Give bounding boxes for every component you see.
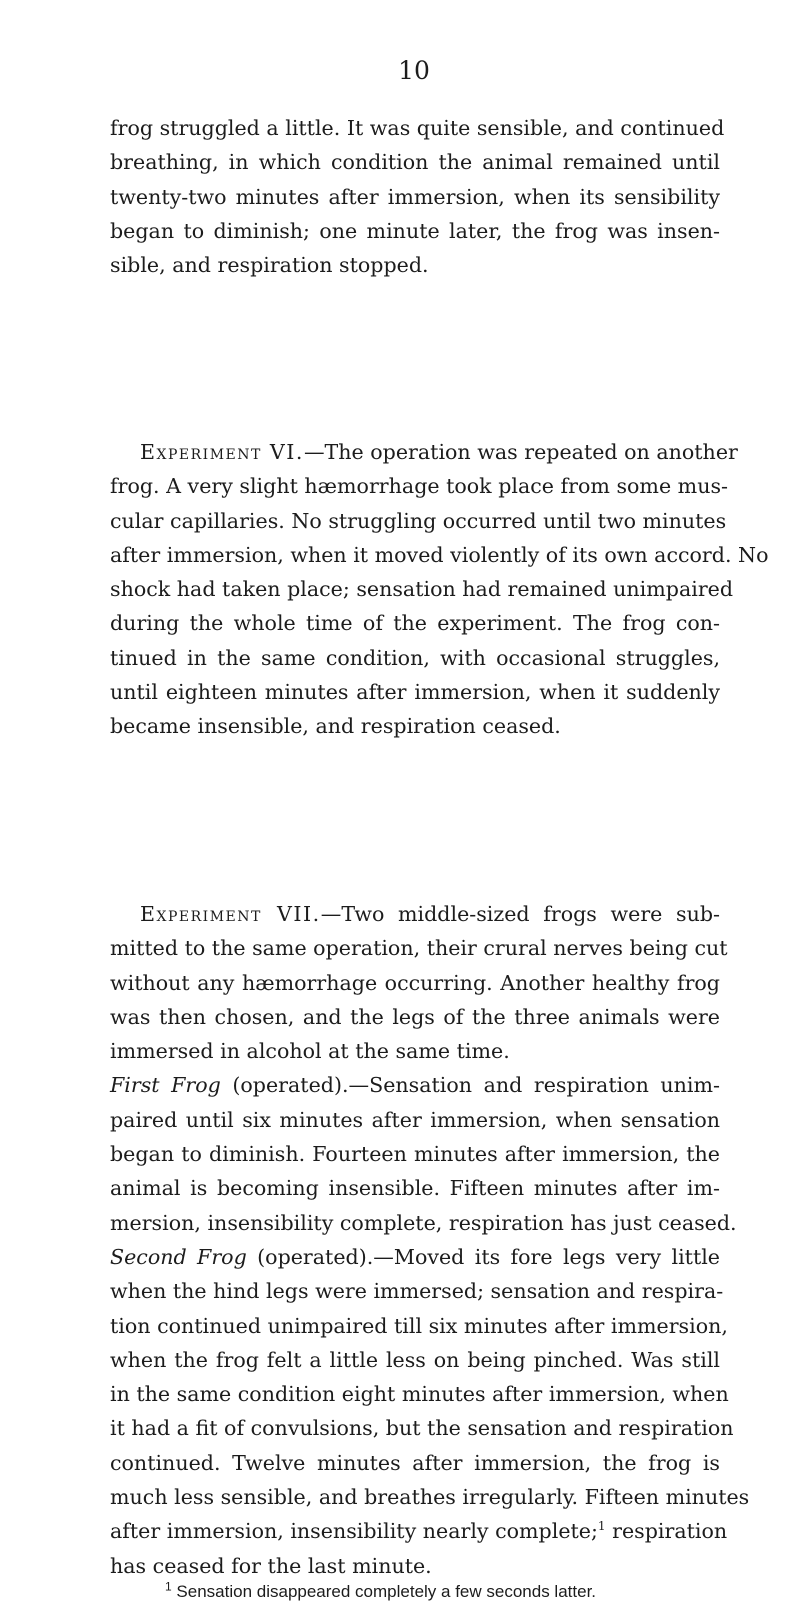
text-line: shock had taken place; sensation had remained unimpaired bbox=[110, 577, 734, 602]
text-line: in the same condition eight minutes after immersion, when bbox=[110, 1382, 729, 1407]
paragraph-continuation bbox=[110, 111, 725, 282]
text-line: began to diminish. Fourteen minutes after immersion, the bbox=[110, 1142, 720, 1167]
text-line: paired until six minutes after immersion, when sensation bbox=[110, 1107, 720, 1132]
paragraph-experiment-7 bbox=[110, 897, 750, 1583]
text-line: tinued in the same condition, with occasional struggles, bbox=[110, 645, 720, 670]
experiment-heading: Experiment VII. bbox=[140, 902, 321, 926]
footnote bbox=[165, 1581, 596, 1603]
text-line: animal is becoming insensible. Fifteen minutes after im- bbox=[110, 1176, 720, 1201]
paragraph-experiment-6 bbox=[110, 435, 769, 744]
text-line: until eighteen minutes after immersion, when it suddenly bbox=[110, 680, 720, 705]
text-line: has ceased for the last minute. bbox=[110, 1553, 432, 1578]
text-segment: (operated).—Sensation and respiration unim- bbox=[220, 1073, 720, 1098]
text-line: cular capillaries. No struggling occurred until two minutes bbox=[110, 508, 727, 533]
text-line: frog. A very slight hæmorrhage took place from some mus- bbox=[110, 474, 729, 499]
footnote-mark: 1 bbox=[165, 1579, 172, 1594]
text-segment: —The operation was repeated on another bbox=[303, 440, 738, 464]
footnote-reference: 1 bbox=[597, 1519, 606, 1534]
text-segment: —Two middle-sized frogs were sub- bbox=[320, 902, 721, 926]
text-line: was then chosen, and the legs of the three animals were bbox=[110, 1004, 720, 1029]
experiment-heading: Experiment VI. bbox=[140, 440, 304, 464]
first-frog-heading: First Frog bbox=[110, 1073, 221, 1098]
text-segment: respiration bbox=[605, 1519, 728, 1544]
text-line bbox=[110, 1068, 720, 1102]
text-line: when the hind legs were immersed; sensation and respira- bbox=[110, 1279, 724, 1304]
text-line bbox=[110, 897, 720, 931]
text-line: tion continued unimpaired till six minutes after immersion, bbox=[110, 1313, 728, 1338]
text-segment: (operated).—Moved its fore legs very little bbox=[246, 1244, 720, 1269]
text-line: when the frog felt a little less on being pinched. Was still bbox=[110, 1347, 720, 1372]
text-line: immersed in alcohol at the same time. bbox=[110, 1039, 510, 1064]
text-line: twenty-two minutes after immersion, when its sensibility bbox=[110, 184, 720, 209]
text-line: during the whole time of the experiment. The frog con- bbox=[110, 611, 720, 636]
text-line: it had a fit of convulsions, but the sensation and respiration bbox=[110, 1416, 734, 1441]
text-line: without any hæmorrhage occurring. Another healthy frog bbox=[110, 970, 720, 995]
footnote-text: Sensation disappeared completely a few seconds latter. bbox=[176, 1582, 597, 1601]
page-number: 10 bbox=[398, 56, 430, 85]
text-line: much less sensible, and breathes irregularly. Fifteen minutes bbox=[110, 1485, 750, 1510]
text-line: became insensible, and respiration ceased. bbox=[110, 714, 561, 739]
text-line: frog struggled a little. It was quite sensible, and continued bbox=[110, 116, 725, 140]
second-frog-heading: Second Frog bbox=[110, 1244, 247, 1269]
text-line: sible, and respiration stopped. bbox=[110, 253, 429, 278]
text-line: breathing, in which condition the animal remained until bbox=[110, 150, 720, 175]
text-line: mitted to the same operation, their crural nerves being cut bbox=[110, 936, 728, 961]
text-line: continued. Twelve minutes after immersion, the frog is bbox=[110, 1450, 720, 1475]
text-segment: after immersion, insensibility nearly complete; bbox=[110, 1519, 598, 1544]
text-line: mersion, insensibility complete, respiration has just ceased. bbox=[110, 1210, 737, 1235]
text-line bbox=[110, 1514, 728, 1548]
text-line: began to diminish; one minute later, the frog was insen- bbox=[110, 218, 720, 243]
text-line bbox=[110, 1240, 720, 1274]
text-line bbox=[110, 435, 738, 469]
text-line: after immersion, when it moved violently of its own accord. No bbox=[110, 542, 769, 567]
